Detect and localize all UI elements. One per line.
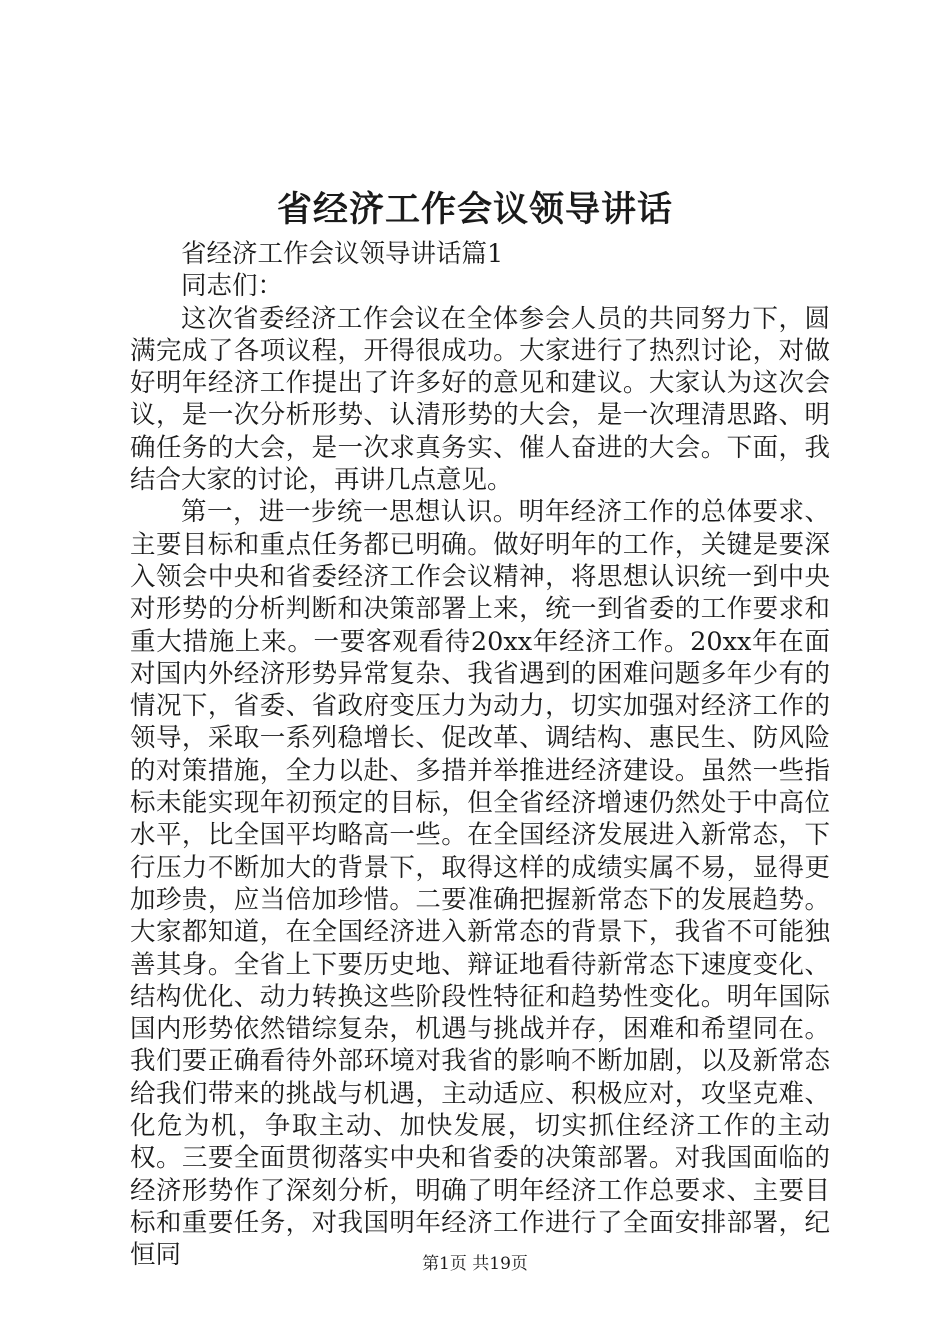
body-paragraph-1: 这次省委经济工作会议在全体参会人员的共同努力下，圆满完成了各项议程，开得很成功。大家进行了热烈讨论，对做好明年经济工作提出了许多好的意见和建议。大家认为这次会议，是一次分析形势、认清形势的大会，是一次理清思路、明确任务的大会，是一次求真务实、催人奋进的大会。下面，我结合大家的讨论，再讲几点意见。: [130, 303, 830, 496]
page-footer: 第1页 共19页: [422, 1254, 528, 1274]
document-title: 省经济工作会议领导讲话: [276, 189, 673, 230]
body-paragraph-2: 第一，进一步统一思想认识。明年经济工作的总体要求、主要目标和重点任务都已明确。做好明年的工作，关键是要深入领会中央和省委经济工作会议精神，将思想认识统一到中央对形势的分析判断和决策部署上来，统一到省委的工作要求和重大措施上来。一要客观看待20xx年经济工作。20xx年在面对国内外经济形势异常复杂、我省遇到的困难问题多年少有的情况下，省委、省政府变压力为动力，切实加强对经济工作的领导，采取一系列稳增长、促改革、调结构、惠民生、防风险的对策措施，全力以赴、多措并举推进经济建设。虽然一些指标未能实现年初预定的目标，但全省经济增速仍然处于中高位水平，比全国平均略高一些。在全国经济发展进入新常态，下行压力不断加大的背景下，取得这样的成绩实属不易，显得更加珍贵，应当倍加珍惜。二要准确把握新常态下的发展趋势。大家都知道，在全国经济进入新常态的背景下，我省不可能独善其身。全省上下要历史地、辩证地看待新常态下速度变化、结构优化、动力转换这些阶段性特征和趋势性变化。明年国际国内形势依然错综复杂，机遇与挑战并存，困难和希望同在。我们要正确看待外部环境对我省的影响不断加剧，以及新常态给我们带来的挑战与机遇，主动适应、积极应对，攻坚克难、化危为机，争取主动、加快发展，切实抓住经济工作的主动权。三要全面贯彻落实中央和省委的决策部署。对我国面临的经济形势作了深刻分析，明确了明年经济工作总要求、主要目标和重要任务，对我国明年经济工作进行了全面安排部署，纪恒同: [130, 497, 830, 1271]
document-body: [130, 238, 830, 1272]
salutation-line: 同志们：: [181, 271, 284, 302]
subtitle-line: 省经济工作会议领导讲话篇1: [181, 239, 504, 269]
